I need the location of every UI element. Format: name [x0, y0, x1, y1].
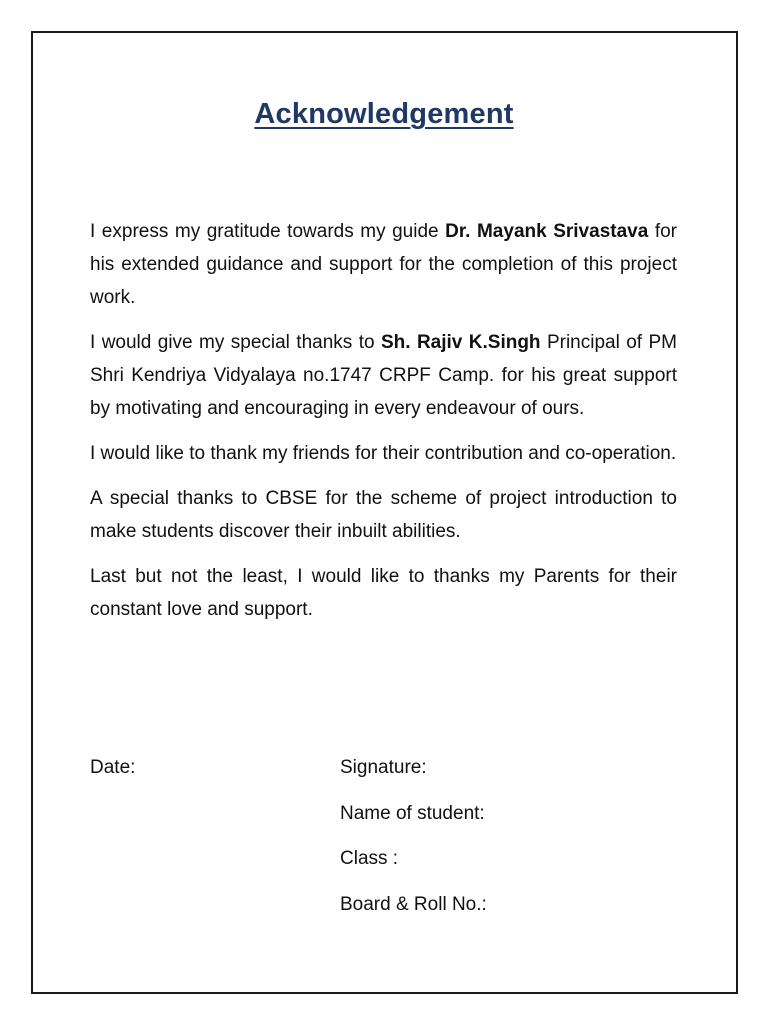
guide-name: Dr. Mayank Srivastava — [445, 221, 649, 242]
paragraph-guide-text-end: for his extended guidance and support for the completion of this project work. — [90, 221, 677, 308]
paragraph-parents: Last but not the least, I would like to thanks my Parents for their constant love and support. — [90, 566, 677, 620]
class-label: Class : — [340, 848, 399, 869]
paragraph-principal-text-end: Principal of PM Shri Kendriya Vidyalaya no.1747 CRPF Camp. for his great support by motivating and encouraging in every endeavour of ours. — [90, 332, 677, 419]
page-title: Acknowledgement — [254, 98, 514, 130]
paragraph-cbse: A special thanks to CBSE for the scheme of project introduction to make students discover their inbuilt abilities. — [90, 488, 677, 542]
board-roll-label: Board & Roll No.: — [340, 893, 487, 915]
footer-right — [340, 754, 487, 936]
footer-left — [90, 754, 135, 800]
principal-name: Sh. Rajiv K.Singh — [380, 332, 541, 353]
date-label: Date: — [90, 757, 136, 778]
paragraph-friends: I would like to thank my friends for their contribution and co-operation. — [90, 443, 677, 464]
paragraph-guide-text-start: I express my gratitude towards my guide — [90, 221, 446, 242]
paragraph-guide — [90, 215, 677, 314]
paragraph-principal — [90, 326, 677, 425]
acknowledgement-body — [90, 215, 677, 638]
student-name-label: Name of student: — [340, 802, 485, 824]
signature-label: Signature: — [340, 757, 427, 778]
paragraph-principal-text-start: I would give my special thanks to — [90, 332, 381, 353]
